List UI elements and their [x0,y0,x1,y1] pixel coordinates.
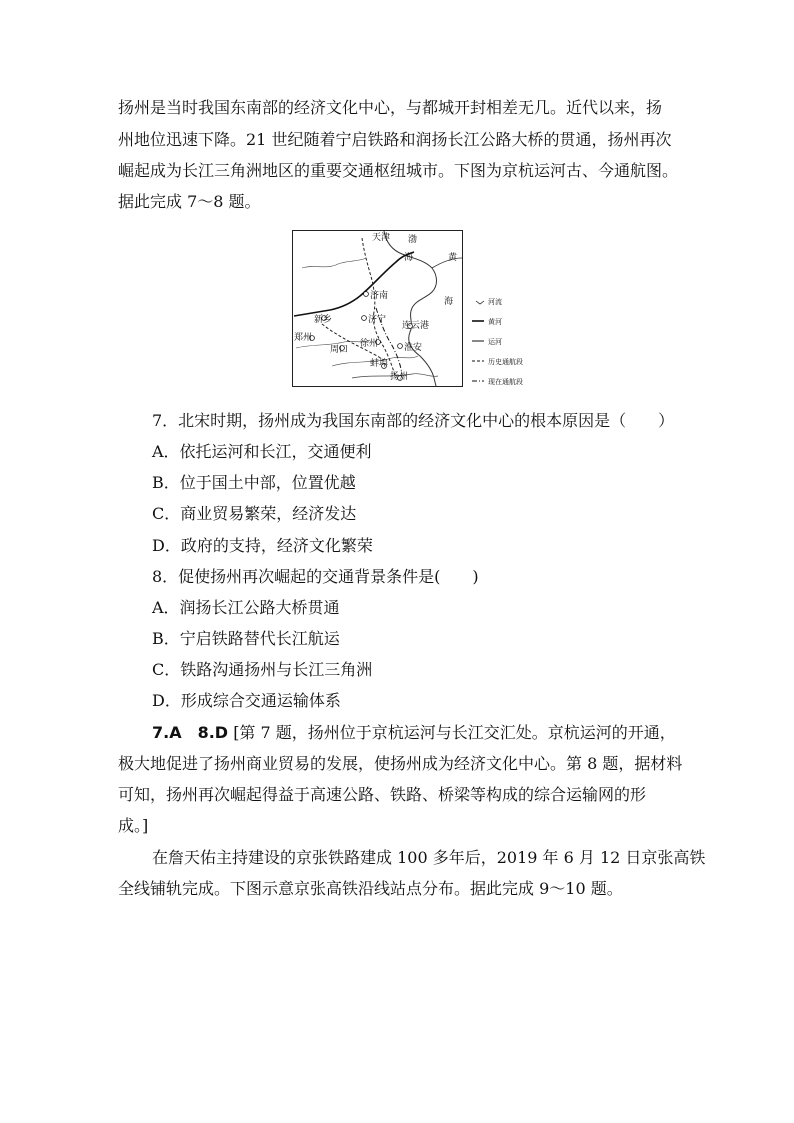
intro-line-3: 崛起成为长江三角洲地区的重要交通枢纽城市。下图为京杭运河古、今通航图。 [118,161,679,180]
next-line-2: 全线铺轨完成。下图示意京张高铁沿线站点分布。据此完成 9～10 题。 [118,879,623,898]
label-tianjin: 天津 [372,233,391,243]
q7-stem: 7．北宋时期，扬州成为我国东南部的经济文化中心的根本原因是（ ） [152,411,675,430]
legend-current: 现在通航段 [488,378,523,386]
answer-text-1: [第 7 题，扬州位于京杭运河与长江交汇处。京杭运河的开通， [233,723,676,742]
label-hai1: 海 [404,253,414,263]
label-xinxiang: 新乡 [314,315,333,325]
answer-line-1 [152,723,676,743]
intro-line-1: 扬州是当时我国东南部的经济文化中心，与都城开封相差无几。近代以来，扬 [118,98,663,117]
q8-stem: 8．促使扬州再次崛起的交通背景条件是( ) [152,567,479,586]
label-bengbu: 蚌埠 [370,359,389,369]
label-zhengzhou: 郑州 [294,333,313,343]
answer-line-4: 成。] [118,816,149,835]
legend-historical: 历史通航段 [488,358,523,366]
q8-option-d: D．形成综合交通运输体系 [152,691,341,710]
q8-option-a: A．润扬长江公路大桥贯通 [152,598,340,617]
intro-line-2: 州地位迅速下降。21 世纪随着宁启铁路和润扬长江公路大桥的贯通，扬州再次 [118,130,672,149]
label-jinan: 济南 [370,291,389,301]
q8-option-c: C．铁路沟通扬州与长江三角洲 [152,660,373,679]
label-bo: 渤 [408,235,418,245]
answer-key: 7.A 8.D [152,723,229,742]
label-hai2: 海 [444,297,454,307]
label-jining: 济宁 [368,315,387,325]
label-xuzhou: 徐州 [360,339,379,349]
answer-line-2: 极大地促进了扬州商业贸易的发展，使扬州成为经济文化中心。第 8 题，据材料 [118,754,683,773]
legend-river-symbol [476,301,484,304]
q7-option-a: A．依托运河和长江，交通便利 [152,442,372,461]
label-huaian: 淮安 [404,343,423,353]
map-legend [472,297,523,386]
legend-yellow-river: 黄河 [488,318,502,326]
label-zhoukou: 周口 [330,345,349,355]
next-line-1: 在詹天佑主持建设的京张铁路建成 100 多年后，2019 年 6 月 12 日京张高铁 [152,848,706,867]
grand-canal-map [292,228,542,390]
label-huang: 黄 [448,253,458,263]
q8-option-b: B．宁启铁路替代长江航运 [152,629,340,648]
city-jining-marker [362,316,367,321]
q7-option-c: C．商业贸易繁荣，经济发达 [152,504,357,523]
legend-canal: 运河 [488,338,502,346]
label-yangzhou: 扬州 [390,372,409,382]
answer-line-3: 可知，扬州再次崛起得益于高速公路、铁路、桥梁等构成的综合运输网的形 [118,785,647,804]
legend-river: 河流 [488,298,502,306]
q7-option-b: B．位于国土中部，位置优越 [152,473,356,492]
label-lianyungang: 连云港 [402,321,430,331]
intro-line-4: 据此完成 7～8 题。 [118,192,261,211]
city-huaian-marker [398,344,403,349]
q7-option-d: D．政府的支持，经济文化繁荣 [152,536,373,555]
city-jinan-marker [364,292,369,297]
